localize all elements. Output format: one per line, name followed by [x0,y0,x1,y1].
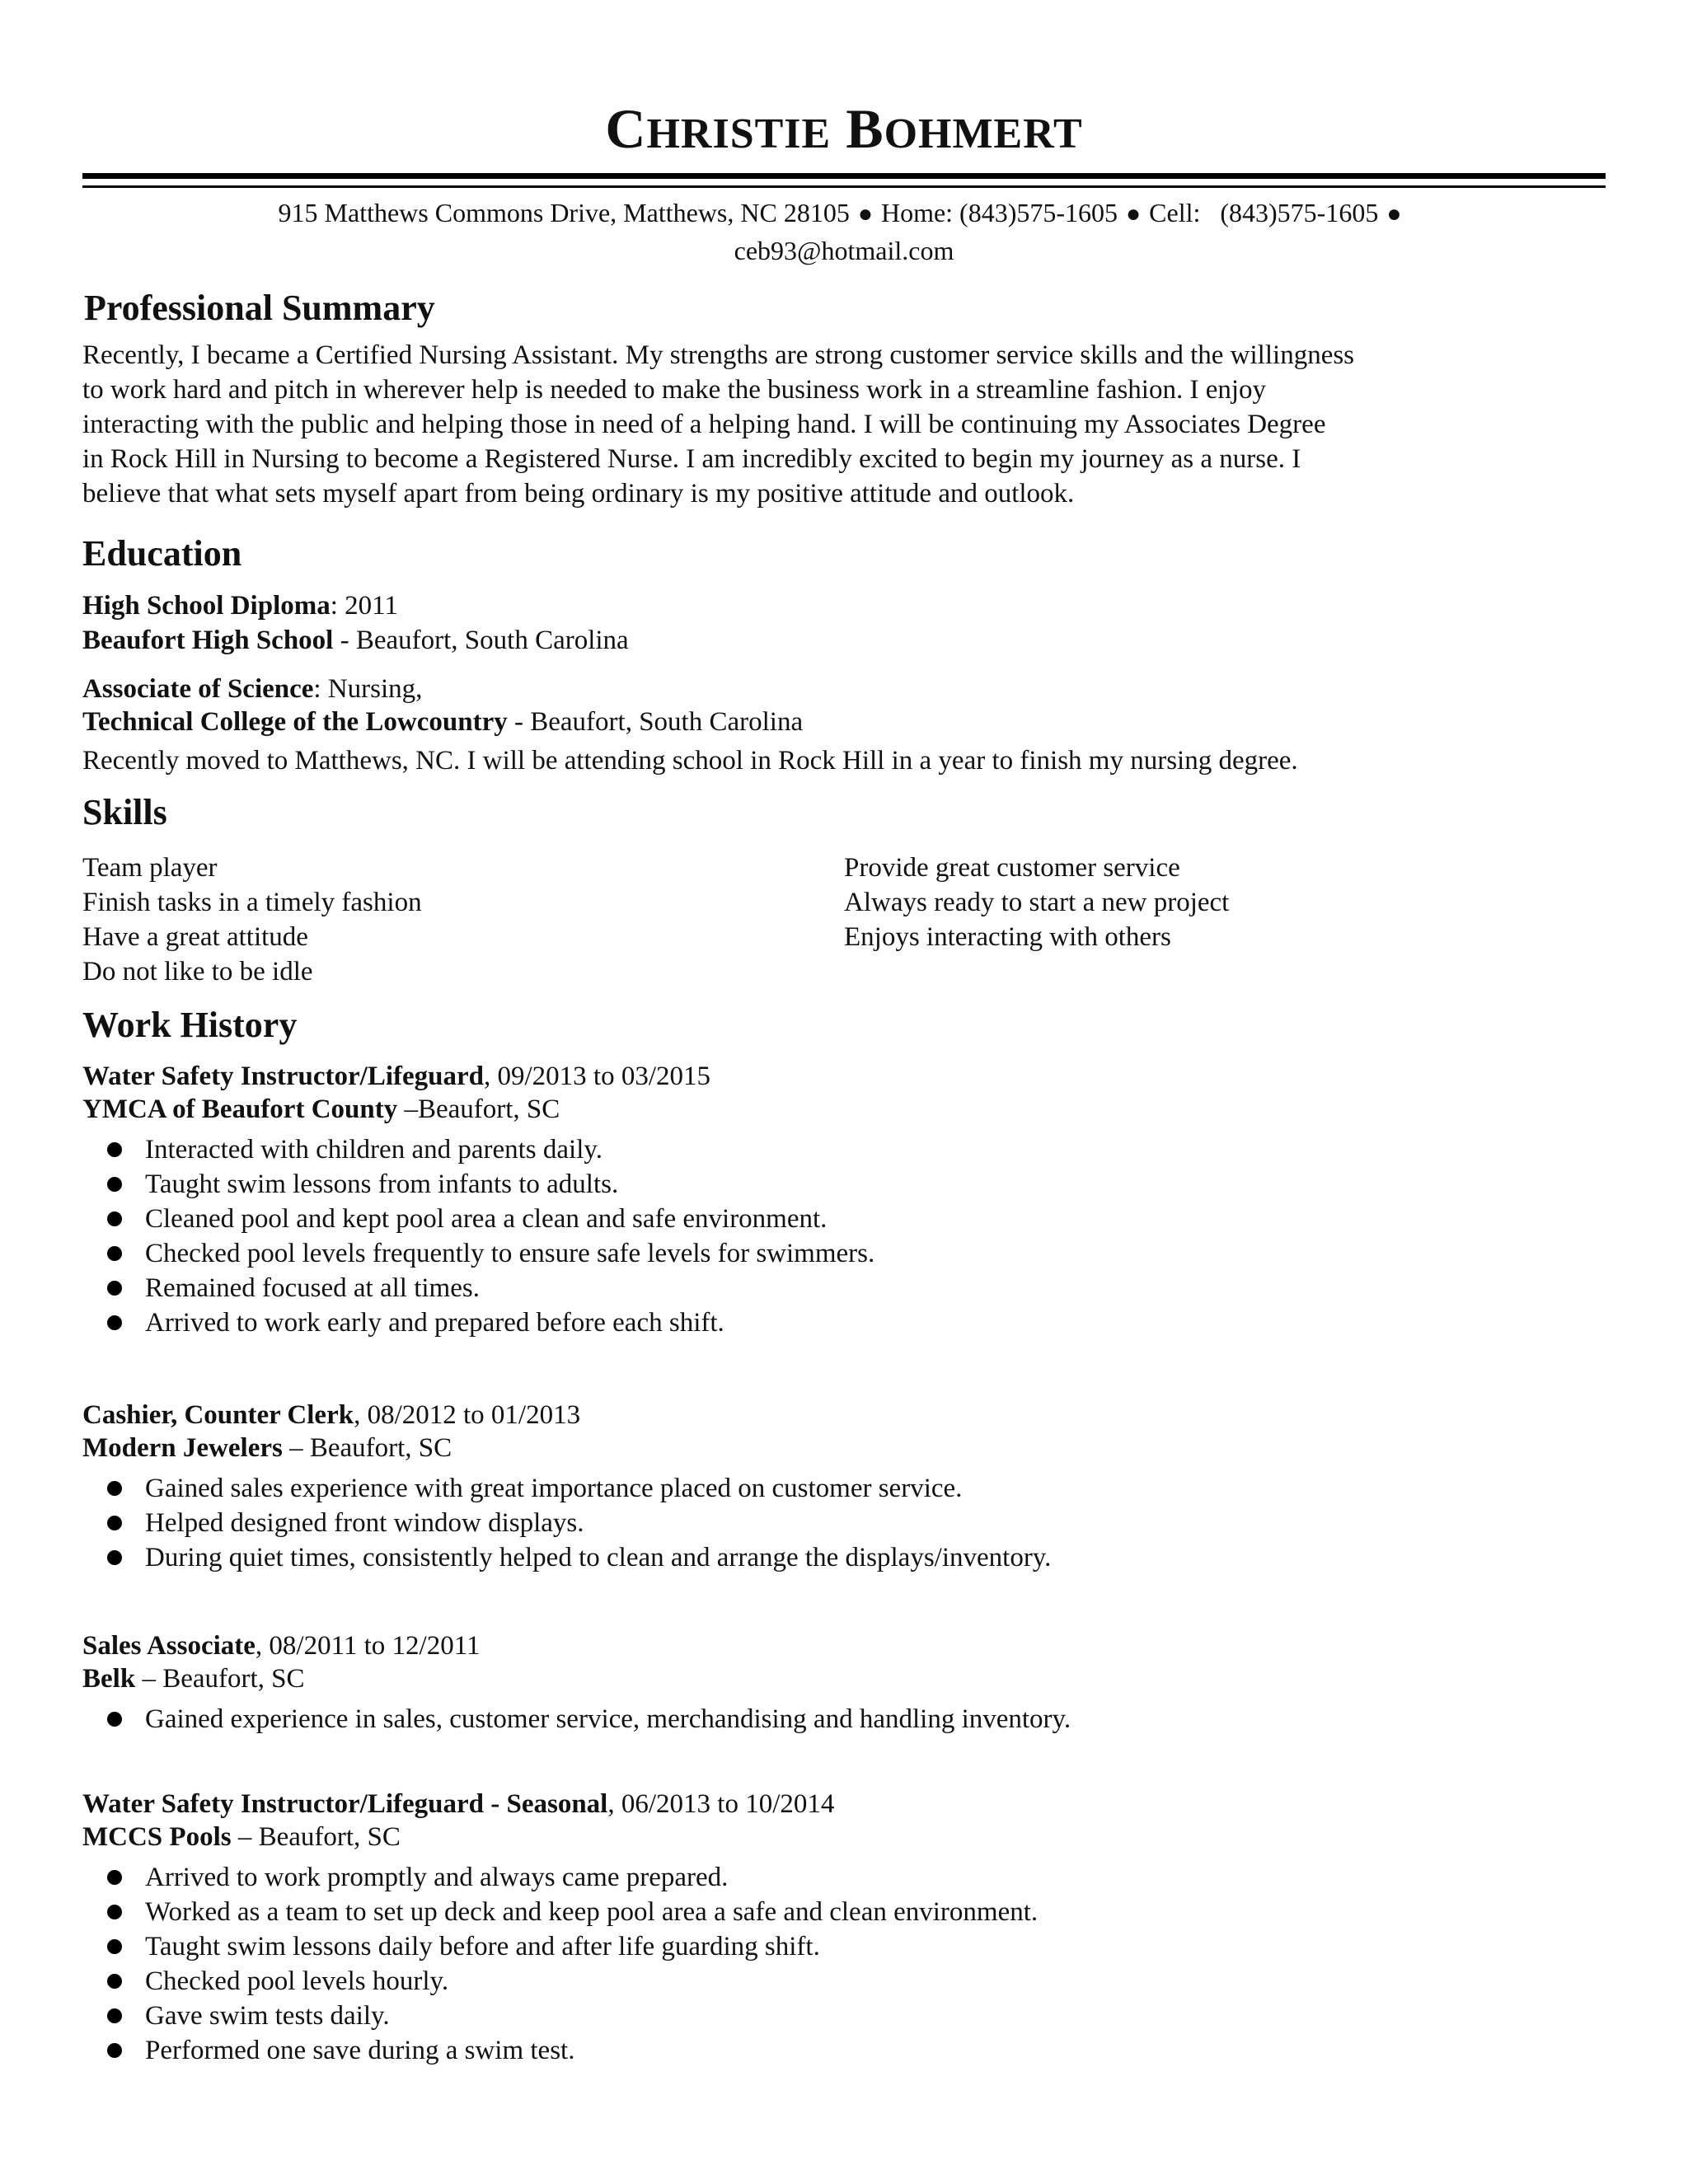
as-location: - Beaufort, South Carolina [507,707,804,737]
skill-item: Always ready to start a new project [844,888,1230,917]
skills-section-title-wrap [82,790,1606,836]
name-last-rest: OHMERT [884,110,1083,157]
section-title-work-history: Work History [82,1005,298,1045]
job-role: Sales Associate [82,1631,256,1661]
job-location: – Beaufort, SC [231,1822,401,1852]
bullet-icon [107,1516,122,1530]
bullet-text: Arrived to work promptly and always came prepared. [145,1863,729,1892]
job-bullet [82,1929,1606,1964]
job-bullet [82,1305,1606,1340]
bullet-text: Gave swim tests daily. [145,2001,390,2031]
bullet-icon [107,1939,122,1954]
bullet-text: Checked pool levels hourly. [145,1966,449,1996]
bullet-icon [107,1481,122,1496]
job-bullet [82,1506,1606,1540]
bullet-text: Arrived to work early and prepared before each shift. [145,1308,724,1338]
skill-item: Team player [82,853,218,883]
bullet-icon [107,1315,122,1330]
section-title-summary: Professional Summary [84,288,435,328]
job-bullet [82,1271,1606,1305]
summary-line: in Rock Hill in Nursing to become a Registered Nurse. I am incredibly excited to begin my journey as a nurse. I [82,444,1301,474]
bullet-text: Interacted with children and parents daily. [145,1135,603,1165]
job-role: Cashier, Counter Clerk [82,1400,354,1430]
job-location: – Beaufort, SC [282,1433,452,1463]
separator-dot: ● [1386,200,1402,227]
job-bullets [82,1471,1606,1575]
work-history-title-wrap [82,1002,1606,1048]
bullet-icon [107,1281,122,1296]
address: 915 Matthews Commons Drive, Matthews, NC 28105 [278,198,850,227]
job-entry [82,1788,1606,2068]
job-dates: , 06/2013 to 10/2014 [607,1789,835,1819]
professional-summary-section [82,285,1606,511]
skill-item: Do not like to be idle [82,957,313,987]
job-location: – Beaufort, SC [135,1664,305,1694]
job-employer: MCCS Pools [82,1822,232,1852]
skills-left-column [82,851,422,989]
bullet-text: Taught swim lessons from infants to adults. [145,1169,619,1199]
job-bullet [82,1895,1606,1929]
job-bullets [82,1860,1606,2068]
job-employer: Modern Jewelers [82,1433,283,1463]
job-role: Water Safety Instructor/Lifeguard - Seasonal [82,1789,608,1819]
skill-item: Finish tasks in a timely fashion [82,888,422,917]
job-bullet [82,1702,1606,1736]
job-employer: YMCA of Beaufort County [82,1094,398,1124]
hs-degree: High School Diploma [82,591,331,621]
education-note: Recently moved to Matthews, NC. I will be attending school in Rock Hill in a year to finish my nursing degree. [82,746,1298,776]
separator-dot: ● [857,200,873,227]
job-bullet [82,1999,1606,2033]
bullet-icon [107,1905,122,1919]
bullet-icon [107,1550,122,1565]
job-dates: , 09/2013 to 03/2015 [484,1062,711,1091]
hs-school: Beaufort High School [82,626,334,655]
bullet-text: Checked pool levels frequently to ensure safe levels for swimmers. [145,1239,875,1268]
bullet-text: Cleaned pool and kept pool area a clean and safe environment. [145,1204,828,1234]
contact-info [82,194,1606,269]
bullet-icon [107,1246,122,1261]
job-bullet [82,1471,1606,1506]
job-bullets [82,1702,1606,1736]
job-entry [82,1060,1606,1340]
bullet-text: Worked as a team to set up deck and keep pool area a safe and clean environment. [145,1897,1039,1927]
summary-line: interacting with the public and helping those in need of a helping hand. I will be continuing my Associates Degree [82,410,1326,439]
name-first-rest: HRISTIE [646,110,832,157]
bullet-icon [107,1974,122,1989]
as-school: Technical College of the Lowcountry [82,707,508,737]
separator-dot: ● [1126,200,1142,227]
bullet-icon [107,1177,122,1192]
bullet-icon [107,2043,122,2058]
education-section [82,531,1606,778]
job-bullet [82,1202,1606,1236]
job-role: Water Safety Instructor/Lifeguard [82,1062,484,1091]
bullet-icon [107,1212,122,1226]
summary-line: Recently, I became a Certified Nursing Assistant. My strengths are strong customer service skills and the willingness [82,340,1355,370]
summary-line: believe that what sets myself apart from being ordinary is my positive attitude and outlook. [82,479,1075,509]
cell-phone: (843)575-1605 [1220,198,1379,227]
job-entry [82,1399,1606,1575]
as-field: : Nursing, [313,674,423,704]
skill-item: Provide great customer service [844,853,1180,883]
bullet-text: Helped designed front window displays. [145,1508,584,1538]
job-bullet [82,1167,1606,1202]
home-phone: Home: (843)575-1605 [880,198,1118,227]
header-rule-thick [82,173,1606,179]
job-bullet [82,1964,1606,1999]
cell-label: Cell: [1149,198,1201,227]
name-first-initial: C [605,97,647,160]
candidate-name [0,97,1688,166]
bullet-icon [107,1142,122,1157]
skills-right-column [844,851,1229,954]
job-bullet [82,1860,1606,1895]
bullet-text: Gained sales experience with great importance placed on customer service. [145,1474,963,1503]
hs-location: - Beaufort, South Carolina [333,626,629,655]
job-bullet [82,1132,1606,1167]
job-bullet [82,2033,1606,2068]
job-bullet [82,1540,1606,1575]
bullet-text: Gained experience in sales, customer service, merchandising and handling inventory. [145,1704,1071,1734]
summary-line: to work hard and pitch in wherever help is needed to make the business work in a streamline fashion. I enjoy [82,375,1267,405]
job-dates: , 08/2012 to 01/2013 [354,1400,581,1430]
bullet-icon [107,1712,122,1727]
bullet-text: Taught swim lessons daily before and after life guarding shift. [145,1932,820,1961]
job-bullets [82,1132,1606,1340]
bullet-text: Performed one save during a swim test. [145,2036,575,2065]
bullet-text: Remained focused at all times. [145,1273,480,1303]
email: ceb93@hotmail.com [734,236,954,265]
job-dates: , 08/2011 to 12/2011 [255,1631,481,1661]
job-entry [82,1629,1606,1736]
header-rule-thin [82,185,1606,188]
job-location: –Beaufort, SC [397,1094,560,1124]
skill-item: Enjoys interacting with others [844,922,1171,952]
bullet-icon [107,1870,122,1885]
job-bullet [82,1236,1606,1271]
job-employer: Belk [82,1664,136,1694]
as-degree: Associate of Science [82,674,314,704]
section-title-education: Education [82,533,242,574]
section-title-skills: Skills [82,792,167,832]
bullet-text: During quiet times, consistently helped to clean and arrange the displays/inventory. [145,1543,1052,1572]
skill-item: Have a great attitude [82,922,308,952]
name-last-initial: B [846,97,884,160]
hs-year: : 2011 [330,591,398,621]
bullet-icon [107,2008,122,2023]
